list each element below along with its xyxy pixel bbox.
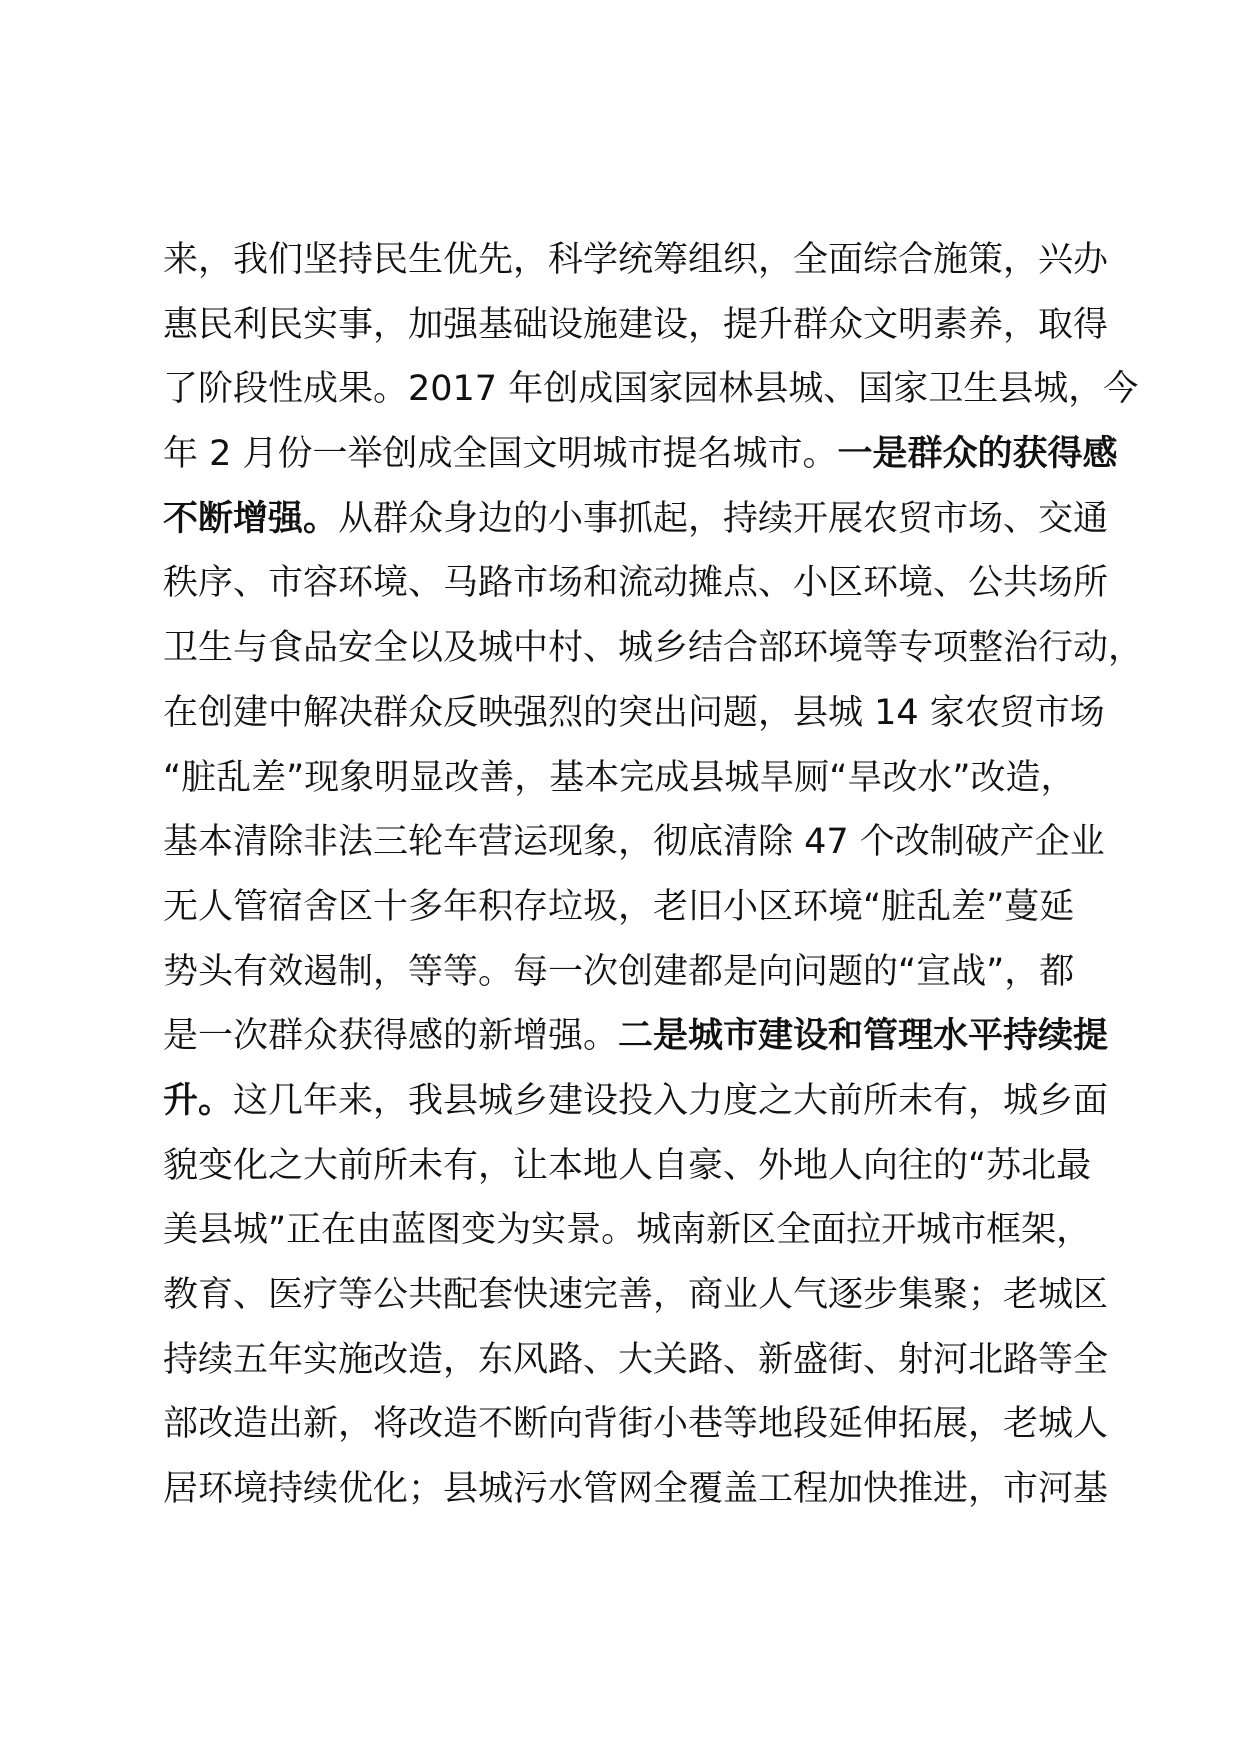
text-segment: 势头有效遏制，等等。每一次创建都是向问题的“宣战”，都 (163, 951, 1075, 992)
text-segment: 居环境持续优化；县城污水管网全覆盖工程加快推进，市河基 (163, 1469, 1109, 1510)
text-line (163, 940, 1083, 1005)
text-line (163, 1263, 1109, 1328)
text-line (163, 1392, 1109, 1457)
text-line (163, 551, 1109, 616)
text-line (163, 1198, 1092, 1263)
text-segment: 持续五年实施改造，东风路、大关路、新盛街、射河北路等全 (163, 1339, 1109, 1380)
text-segment: 无人管宿舍区十多年积存垃圾，老旧小区环境“脏乱差”蔓延 (163, 886, 1075, 927)
text-line (163, 616, 1144, 681)
text-line (163, 293, 1109, 358)
text-segment: 部改造出新，将改造不断向背街小巷等地段延伸拓展，老城人 (163, 1404, 1109, 1445)
bold-text-segment: 升。 (163, 1080, 234, 1121)
text-line (163, 746, 1083, 811)
text-line (163, 357, 1139, 422)
text-segment: 卫生与食品安全以及城中村、城乡结合部环境等专项整治行动， (163, 628, 1144, 669)
text-segment: “脏乱差”现象明显改善，基本完成县城旱厕“旱改水”改造， (163, 757, 1076, 798)
text-line (163, 1457, 1109, 1522)
text-line (163, 875, 1083, 940)
text-segment: 这几年来，我县城乡建设投入力度之大前所未有，城乡面 (233, 1080, 1109, 1121)
text-line (163, 1069, 1109, 1134)
text-line (163, 1134, 1092, 1199)
text-segment: 是一次群众获得感的新增强。 (163, 1016, 619, 1057)
bold-text-segment: 一是群众的获得感 (837, 434, 1118, 475)
text-line (163, 1004, 1109, 1069)
text-line (163, 422, 1118, 487)
text-segment: 年 2 月份一举创成全国文明城市提名城市。 (163, 434, 838, 475)
text-line (163, 810, 1105, 875)
text-segment: 来，我们坚持民生优先，科学统筹组织，全面综合施策，兴办 (163, 240, 1109, 280)
text-segment: 秩序、市容环境、马路市场和流动摊点、小区环境、公共场所 (163, 563, 1109, 604)
text-segment: 美县城”正在由蓝图变为实景。城南新区全面拉开城市框架， (163, 1210, 1092, 1251)
text-segment: 在创建中解决群众反映强烈的突出问题，县城 14 家农贸市场 (163, 692, 1105, 733)
text-segment: 惠民利民实事，加强基础设施建设，提升群众文明素养，取得 (163, 304, 1109, 345)
bold-text-segment: 不断增强。 (163, 498, 339, 539)
body-text (163, 228, 1144, 1522)
text-line (163, 1328, 1109, 1393)
text-line (163, 487, 1109, 552)
text-line (163, 681, 1105, 746)
bold-text-segment: 二是城市建设和管理水平持续提 (618, 1016, 1109, 1057)
text-segment: 了阶段性成果。2017 年创成国家园林县城、国家卫生县城，今 (163, 369, 1139, 410)
text-segment: 基本清除非法三轮车营运现象，彻底清除 47 个改制破产企业 (163, 822, 1105, 863)
text-segment: 从群众身边的小事抓起，持续开展农贸市场、交通 (338, 498, 1109, 539)
text-segment: 貌变化之大前所未有，让本地人自豪、外地人向往的“苏北最 (163, 1145, 1092, 1186)
text-line (163, 228, 1109, 293)
text-segment: 教育、医疗等公共配套快速完善，商业人气逐步集聚；老城区 (163, 1275, 1109, 1315)
